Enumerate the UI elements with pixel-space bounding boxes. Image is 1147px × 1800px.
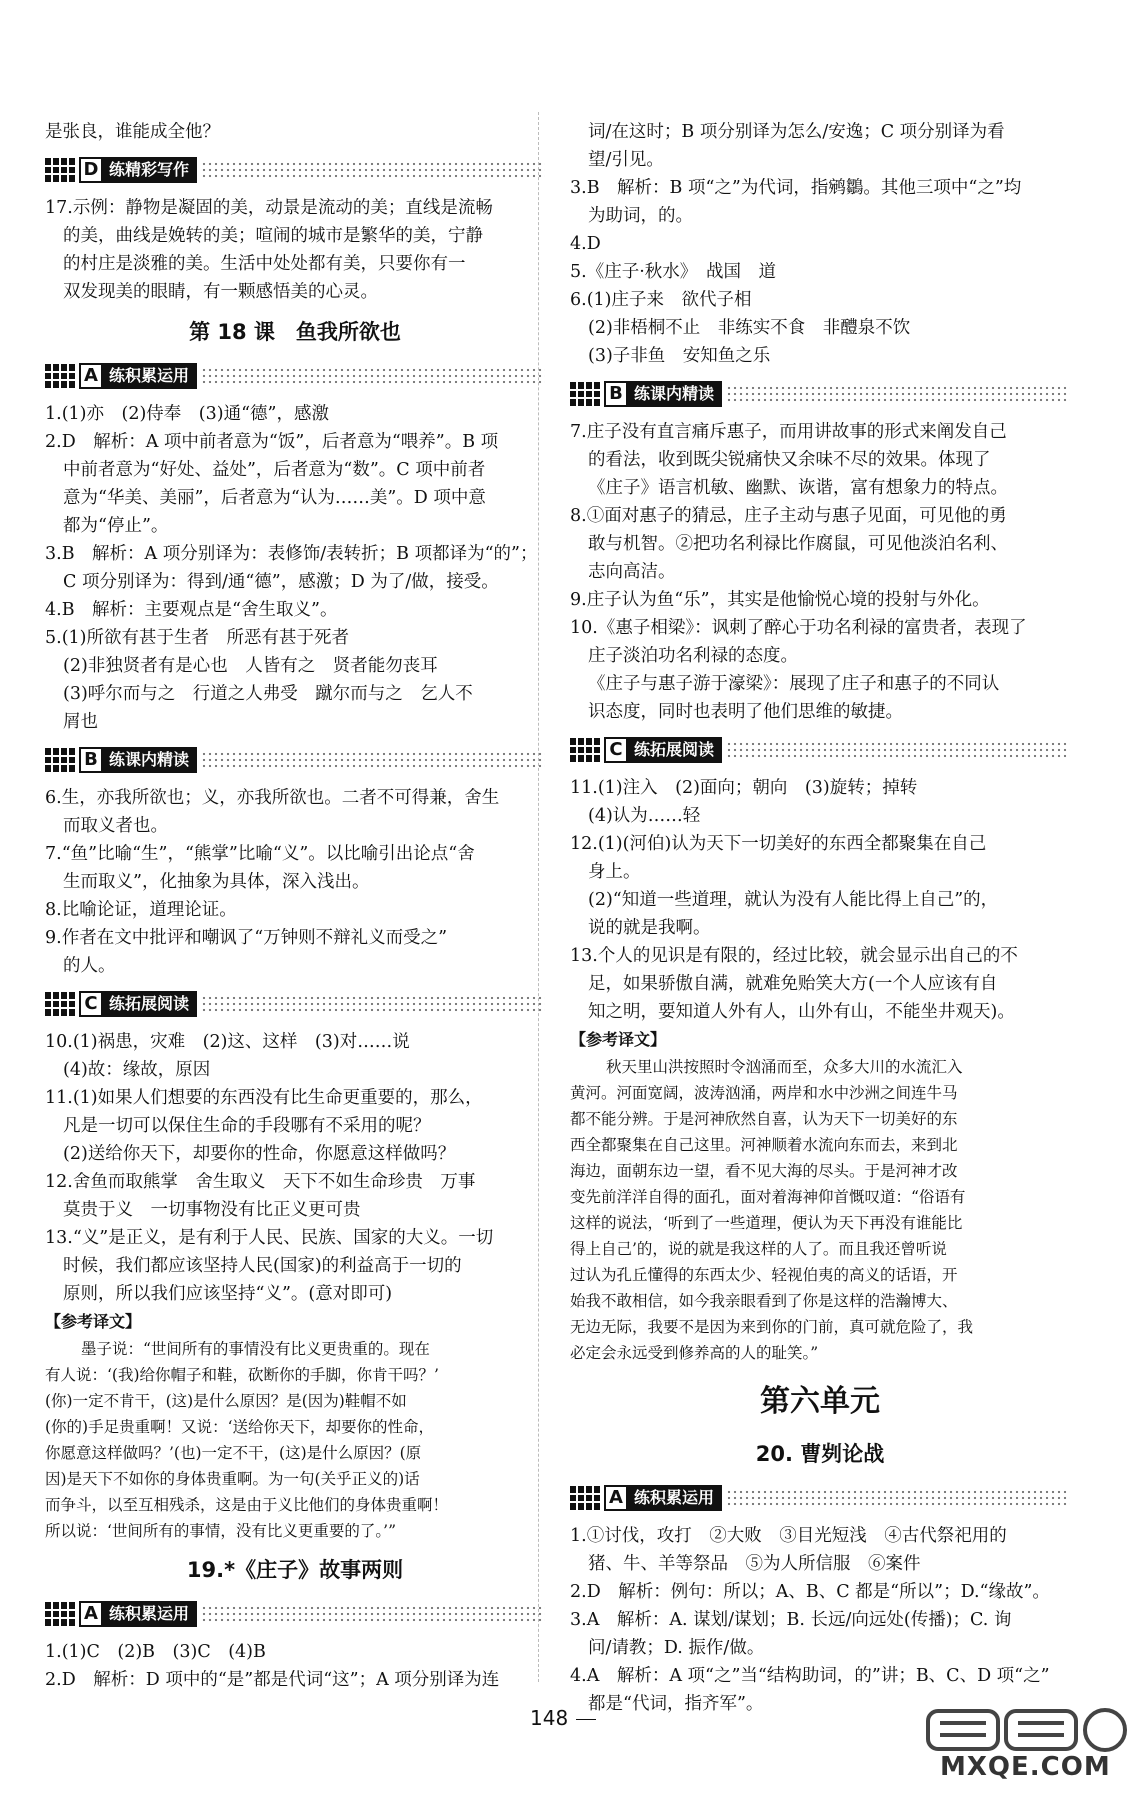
reference-line: 始我不敢相信，如今我亲眼看到了你是这样的浩瀚博大、	[570, 1292, 958, 1310]
answer-line: (2)送给你天下，却要你的性命，你愿意这样做吗？	[63, 1144, 456, 1164]
answer-line: 志向高洁。	[588, 562, 676, 582]
answer-line: 1.(1)亦 (2)侍奉 (3)通“德”，感激	[45, 404, 329, 424]
section-title: 练拓展阅读	[109, 994, 190, 1013]
answer-line: 中前者意为“好处、益处”，后者意为“数”。C 项中前者	[63, 460, 486, 480]
section-header-b	[45, 742, 545, 778]
grid-icon	[570, 738, 600, 762]
answer-line: 说的就是我啊。	[588, 918, 711, 938]
reference-line: 必定会永远受到修养高的人的耻笑。”	[570, 1344, 819, 1362]
answer-line: 4.B 解析：主要观点是“舍生取义”。	[45, 600, 338, 620]
answer-line: 的美，曲线是娩转的美；喧闹的城市是繁华的美，宁静	[63, 226, 483, 246]
reference-line: 你愿意这样做吗？’(也)一定不干，(这)是什么原因？(原	[45, 1444, 422, 1462]
reference-line: 海边，面朝东边一望，看不见大海的尽头。于是河神才改	[570, 1162, 958, 1180]
answer-line: 1.①讨伐，攻打 ②大败 ③目光短浅 ④古代祭祀用的	[570, 1526, 1007, 1546]
answer-line: 都是“代词，指齐军”。	[588, 1694, 764, 1714]
section-letter: D	[79, 157, 103, 183]
answer-line: 8.①面对惠子的猜忌，庄子主动与惠子见面，可见他的勇	[570, 506, 1007, 526]
answer-line: 13.个人的见识是有限的，经过比较，就会显示出自己的不	[570, 946, 1018, 966]
answer-line: 足，如果骄傲自满，就难免贻笑大方(一个人应该有自	[588, 974, 998, 994]
answer-line: 10.《惠子相梁》：讽刺了醉心于功名利禄的富贵者，表现了	[570, 618, 1027, 638]
answer-line: 生而取义”，化抽象为具体，深入浅出。	[63, 872, 370, 892]
section-badge	[79, 157, 197, 183]
answer-line: 9.庄子认为鱼“乐”，其实是他愉悦心境的投射与外化。	[570, 590, 990, 610]
left-column	[45, 118, 545, 1694]
answer-line: 2.D 解析：D 项中的“是”都是代词“这”；A 项分别译为连	[45, 1670, 500, 1690]
section-title: 练积累运用	[109, 366, 190, 385]
reference-line: (你)一定不肯干，(这)是什么原因？是(因为)鞋帽不如	[45, 1392, 407, 1410]
reference-line: 得上自己’的，说的就是我这样的人了。而且我还曾听说	[570, 1240, 947, 1258]
reference-line: 黄河。河面宽阔，波涛汹涌，两岸和水中沙洲之间连牛马	[570, 1084, 958, 1102]
section-header-b	[570, 376, 1070, 412]
answer-line: 6.(1)庄子来 欲代子相	[570, 290, 752, 310]
page-number-dash	[576, 1719, 596, 1720]
section-badge	[604, 381, 722, 407]
answer-line: (2)非独贤者有是心也 人皆有之 贤者能勿丧耳	[63, 656, 438, 676]
answer-line: 莫贵于义 一切事物没有比正义更可贵	[63, 1200, 361, 1220]
answer-line: 原则，所以我们应该坚持“义”。(意对即可)	[63, 1284, 393, 1304]
reference-line: 西全都聚集在自己这里。河神顺着水流向东而去，来到北	[570, 1136, 958, 1154]
answer-line: 5.(1)所欲有甚于生者 所恶有甚于死者	[45, 628, 349, 648]
section-badge	[79, 363, 197, 389]
grid-icon	[45, 992, 75, 1016]
section-header-a	[45, 358, 545, 394]
section-badge	[79, 1601, 197, 1627]
section-header-a	[570, 1480, 1070, 1516]
reference-line: (你的)手足贵重啊！又说：‘送给你天下，却要你的性命，	[45, 1418, 435, 1436]
section-letter: C	[79, 991, 103, 1017]
right-column	[570, 118, 1070, 1718]
answer-line: 都为“停止”。	[63, 516, 169, 536]
answer-line: 问/请教；D. 振作/做。	[588, 1638, 765, 1658]
section-badge	[604, 737, 722, 763]
answer-line: 《庄子》语言机敏、幽默、诙谐，富有想象力的特点。	[588, 478, 1008, 498]
reference-line: 变先前洋洋自得的面孔，面对着海神仰首慨叹道：“俗语有	[570, 1188, 966, 1206]
answer-line: 词/在这时；B 项分别译为怎么/安逸；C 项分别译为看	[588, 122, 1005, 142]
section-badge	[604, 1485, 722, 1511]
answer-line: 意为“华美、美丽”，后者意为“认为……美”。D 项中意	[63, 488, 486, 508]
grid-icon	[45, 1602, 75, 1626]
reference-line: 这样的说法，‘听到了一些道理，便认为天下再没有谁能比	[570, 1214, 963, 1232]
answer-line: 17.示例：静物是凝固的美，动景是流动的美；直线是流畅	[45, 198, 493, 218]
answer-line: 2.D 解析：例句：所以；A、B、C 都是“所以”；D.“缘故”。	[570, 1582, 1050, 1602]
lesson-title: 19.*《庄子》故事两则	[186, 1558, 404, 1582]
answer-line: 3.B 解析：A 项分别译为：表修饰/表转折；B 项都译为“的”；	[45, 544, 538, 564]
answer-line: 11.(1)注入 (2)面向；朝向 (3)旋转；掉转	[570, 778, 918, 798]
reference-line: 过认为孔丘懂得的东西太少、轻视伯夷的高义的话语，开	[570, 1266, 958, 1284]
page-number-text: 148	[530, 1706, 569, 1730]
answer-line: 屑也	[63, 712, 98, 732]
section-letter: A	[79, 1601, 103, 1627]
answer-line: 知之明，要知道人外有人，山外有山，不能坐井观天)。	[588, 1002, 1015, 1022]
answer-line: 3.B 解析：B 项“之”为代词，指鹓鶵。其他三项中“之”均	[570, 178, 1022, 198]
section-title: 练积累运用	[634, 1488, 715, 1507]
answer-line: 为助词，的。	[588, 206, 693, 226]
answer-line: 识态度，同时也表明了他们思维的敏捷。	[588, 702, 903, 722]
dot-pattern	[201, 995, 545, 1013]
answer-line: 7.庄子没有直言痛斥惠子，而用讲故事的形式来阐发自己	[570, 422, 1007, 442]
answer-line: 而取义者也。	[63, 816, 168, 836]
answer-line: 庄子淡泊功名利禄的态度。	[588, 646, 798, 666]
unit-title: 第六单元	[760, 1384, 880, 1419]
reference-line: 有人说：‘(我)给你帽子和鞋，砍断你的手脚，你肯干吗？’	[45, 1366, 439, 1384]
answer-line: 敢与机智。②把功名利禄比作腐鼠，可见他淡泊名利、	[588, 534, 1008, 554]
answer-line: 4.A 解析：A 项“之”当“结构助词，的”讲；B、C、D 项“之”	[570, 1666, 1050, 1686]
answer-line: 《庄子与惠子游于濠梁》：展现了庄子和惠子的不同认	[588, 674, 1000, 694]
grid-icon	[45, 748, 75, 772]
answer-line: 凡是一切可以保住生命的手段哪有不采用的呢？	[63, 1116, 431, 1136]
answer-line: 的人。	[63, 956, 116, 976]
dot-pattern	[726, 385, 1070, 403]
grid-icon	[570, 1486, 600, 1510]
lesson-title: 20. 曹刿论战	[755, 1442, 885, 1466]
answer-line: 7.“鱼”比喻“生”，“熊掌”比喻“义”。以比喻引出论点“舍	[45, 844, 475, 864]
answer-line: 6.生，亦我所欲也；义，亦我所欲也。二者不可得兼，舍生	[45, 788, 500, 808]
section-header-c	[570, 732, 1070, 768]
reference-line: 所以说：‘世间所有的事情，没有比义更重要的了。’”	[45, 1522, 397, 1540]
reference-line: 秋天里山洪按照时令汹涌而至，众多大川的水流汇入	[606, 1058, 963, 1076]
watermark-text: MXQE.COM	[940, 1752, 1111, 1782]
answer-line: (3)子非鱼 安知鱼之乐	[588, 346, 771, 366]
section-title: 练拓展阅读	[634, 740, 715, 759]
reference-translation-label: 【参考译文】	[570, 1030, 667, 1049]
reference-line: 因)是天下不如你的身体贵重啊。为一句(关乎正义的)话	[45, 1470, 420, 1488]
answer-line: C 项分别译为：得到/通“德”，感激；D 为了/做，接受。	[63, 572, 499, 592]
dot-pattern	[201, 751, 545, 769]
text-line: 是张良，谁能成全他？	[45, 122, 220, 142]
section-letter: B	[604, 381, 628, 407]
section-title: 练积累运用	[109, 1604, 190, 1623]
section-title: 练课内精读	[634, 384, 715, 403]
reference-line: 无边无际，我要不是因为来到你的门前，真可就危险了，我	[570, 1318, 974, 1336]
section-badge	[79, 991, 197, 1017]
answer-line: 11.(1)如果人们想要的东西没有比生命更重要的，那么，	[45, 1088, 483, 1108]
answer-line: 10.(1)祸患，灾难 (2)这、这样 (3)对……说	[45, 1032, 410, 1052]
section-title: 练精彩写作	[109, 160, 190, 179]
section-letter: A	[79, 363, 103, 389]
answer-line: 5.《庄子·秋水》 战国 道	[570, 262, 777, 282]
lesson-title: 第 18 课 鱼我所欲也	[189, 320, 401, 344]
answer-line: 的村庄是淡雅的美。生活中处处都有美，只要你有一	[63, 254, 466, 274]
dot-pattern	[201, 367, 545, 385]
answer-line: 8.比喻论证，道理论证。	[45, 900, 237, 920]
answer-line: 9.作者在文中批评和嘲讽了“万钟则不辩礼义而受之”	[45, 928, 448, 948]
section-letter: B	[79, 747, 103, 773]
dot-pattern	[201, 1605, 545, 1623]
section-header-d	[45, 152, 545, 188]
answer-line: (4)认为……轻	[588, 806, 701, 826]
grid-icon	[45, 158, 75, 182]
dot-pattern	[726, 1489, 1070, 1507]
answer-line: 望/引见。	[588, 150, 664, 170]
reference-translation-label: 【参考译文】	[45, 1312, 142, 1331]
answer-line: 2.D 解析：A 项中前者意为“饭”，后者意为“喂养”。B 项	[45, 432, 499, 452]
page-number	[530, 1706, 596, 1730]
section-title: 练课内精读	[109, 750, 190, 769]
answer-line: 的看法，收到既尖锐痛快又余味不尽的效果。体现了	[588, 450, 991, 470]
answer-line: 3.A 解析：A. 谋划/谋划；B. 长远/向远处(传播)；C. 询	[570, 1610, 1012, 1630]
answer-line: 身上。	[588, 862, 641, 882]
section-header-a	[45, 1596, 545, 1632]
answer-line: (4)故：缘故，原因	[63, 1060, 211, 1080]
answer-line: 时候，我们都应该坚持人民(国家)的利益高于一切的	[63, 1256, 462, 1276]
section-badge	[79, 747, 197, 773]
answer-line: 猪、牛、羊等祭品 ⑤为人所信服 ⑥案件	[588, 1554, 921, 1574]
dot-pattern	[201, 161, 545, 179]
answer-line: 4.D	[570, 234, 601, 254]
answer-line: (2)“知道一些道理，就认为没有人能比得上自己”的，	[588, 890, 999, 910]
reference-line: 墨子说：“世间所有的事情没有比义更贵重的。现在	[81, 1340, 430, 1358]
answer-line: (2)非梧桐不止 非练实不食 非醴泉不饮	[588, 318, 911, 338]
answer-line: 12.舍鱼而取熊掌 舍生取义 天下不如生命珍贵 万事	[45, 1172, 476, 1192]
grid-icon	[570, 382, 600, 406]
dot-pattern	[726, 741, 1070, 759]
answer-line: 12.(1)(河伯)认为天下一切美好的东西全都聚集在自己	[570, 834, 987, 854]
section-header-c	[45, 986, 545, 1022]
grid-icon	[45, 364, 75, 388]
section-letter: A	[604, 1485, 628, 1511]
answer-line: 双发现美的眼睛，有一颗感悟美的心灵。	[63, 282, 378, 302]
reference-line: 都不能分辨。于是河神欣然自喜，认为天下一切美好的东	[570, 1110, 958, 1128]
section-letter: C	[604, 737, 628, 763]
answer-line: (3)呼尔而与之 行道之人弗受 蹴尔而与之 乞人不	[63, 684, 473, 704]
answer-line: 13.“义”是正义，是有利于人民、民族、国家的大义。一切	[45, 1228, 494, 1248]
answer-line: 1.(1)C (2)B (3)C (4)B	[45, 1642, 266, 1662]
reference-line: 而争斗，以至互相残杀，这是由于义比他们的身体贵重啊！	[45, 1496, 449, 1514]
